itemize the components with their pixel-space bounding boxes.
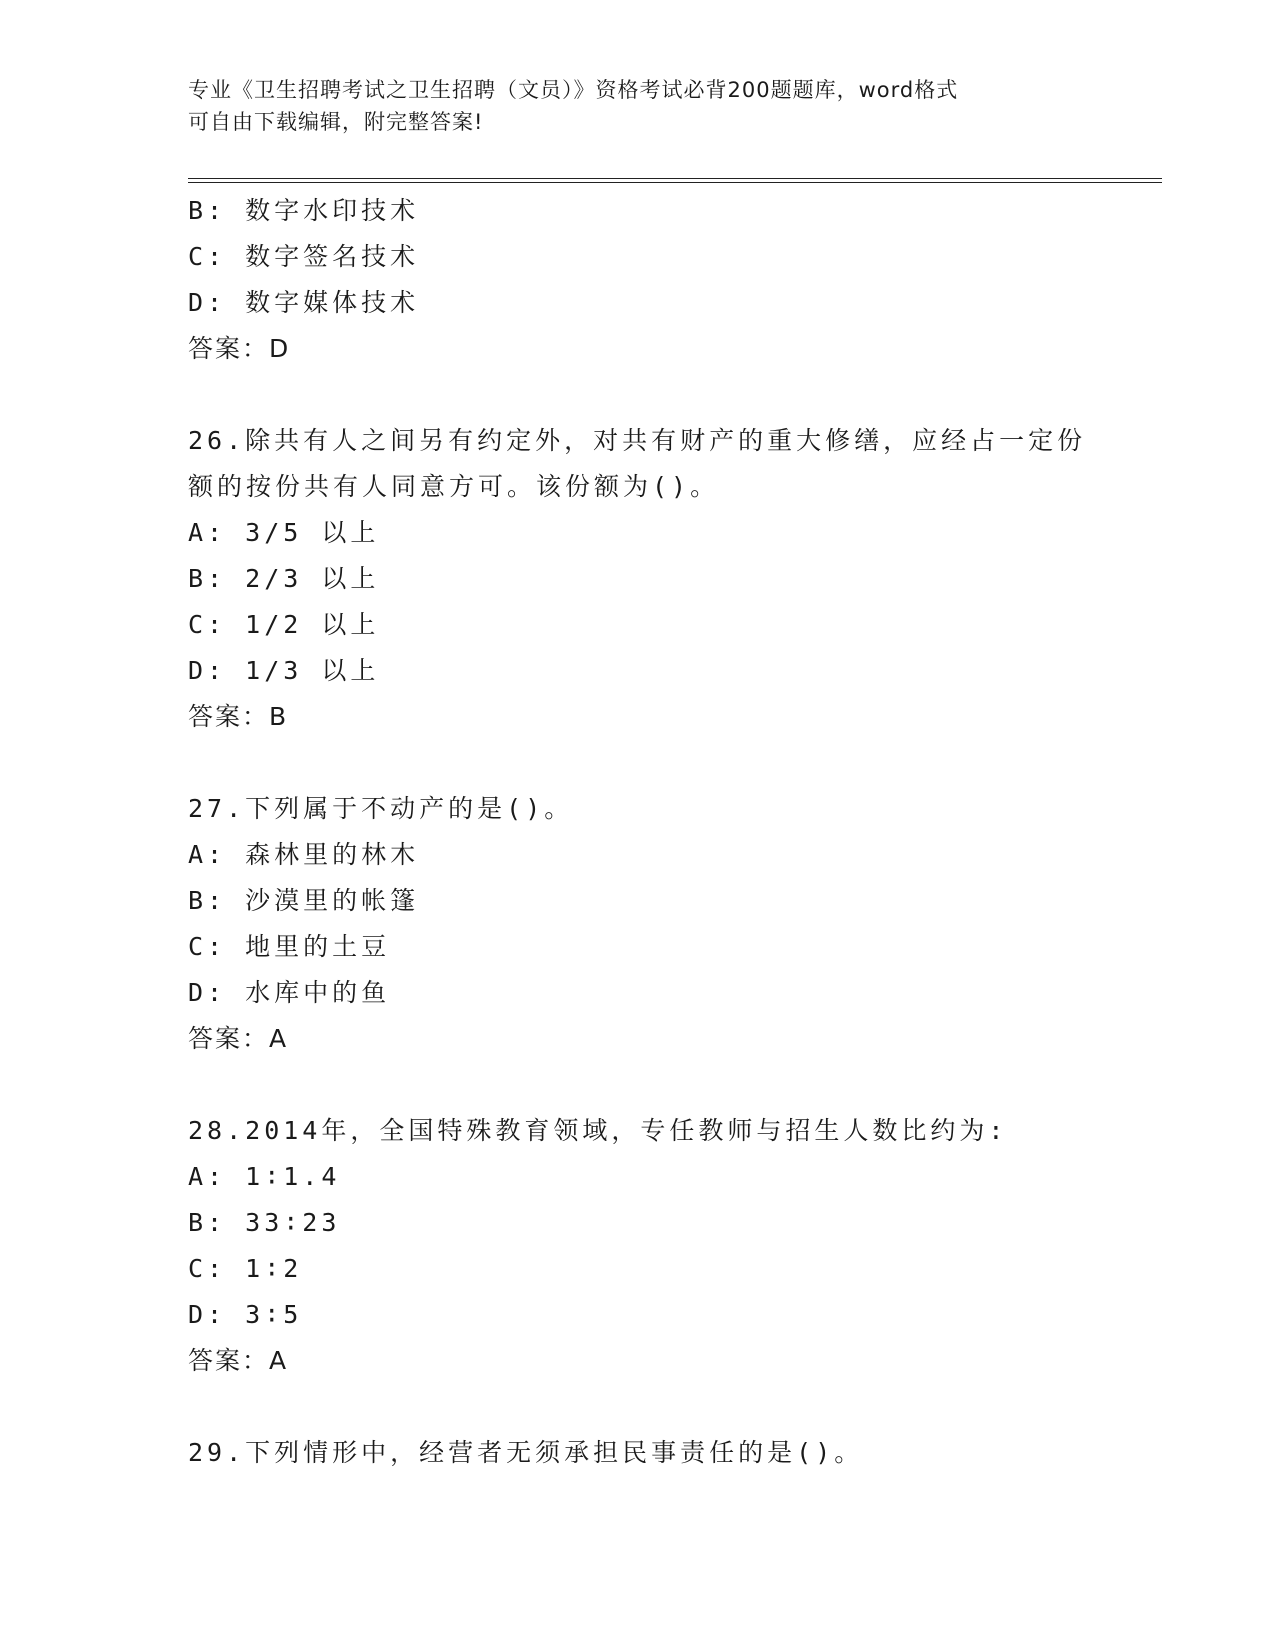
question-stem: 29.下列情形中，经营者无须承担民事责任的是()。: [188, 1438, 864, 1467]
document-header: [188, 74, 1088, 138]
option-c: C: 1/2 以上: [188, 610, 380, 639]
option-b: B: 33∶23: [188, 1208, 341, 1237]
option-d: D: 水库中的鱼: [188, 978, 391, 1007]
question-stem: 28.2014年，全国特殊教育领域，专任教师与招生人数比约为:: [188, 1116, 1008, 1145]
question-27: [188, 786, 1088, 1062]
header-title-line1: 专业《卫生招聘考试之卫生招聘（文员）》资格考试必背200题题库，word格式: [188, 78, 959, 102]
question-28: [188, 1108, 1088, 1384]
option-d: D: 3∶5: [188, 1300, 303, 1329]
header-title-line2: 可自由下载编辑，附完整答案!: [188, 110, 484, 134]
answer-label: 答案：A: [188, 1346, 289, 1375]
header-divider: [188, 178, 1162, 183]
option-a: A: 1∶1.4: [188, 1162, 341, 1191]
option-c: C: 数字签名技术: [188, 242, 420, 271]
question-26: [188, 418, 1088, 740]
option-c: C: 1∶2: [188, 1254, 303, 1283]
question-stem: 26.除共有人之间另有约定外，对共有财产的重大修缮，应经占一定份: [188, 426, 1087, 455]
question-stem: 27.下列属于不动产的是()。: [188, 794, 574, 823]
spacer: [188, 1062, 1088, 1108]
option-b: B: 沙漠里的帐篷: [188, 886, 420, 915]
question-29: [188, 1430, 1088, 1476]
question-25: [188, 188, 1088, 372]
option-b: B: 数字水印技术: [188, 196, 420, 225]
option-a: A: 森林里的林木: [188, 840, 420, 869]
option-b: B: 2/3 以上: [188, 564, 380, 593]
spacer: [188, 372, 1088, 418]
option-d: D: 数字媒体技术: [188, 288, 420, 317]
answer-label: 答案：B: [188, 702, 289, 731]
option-d: D: 1/3 以上: [188, 656, 380, 685]
option-c: C: 地里的土豆: [188, 932, 391, 961]
question-stem-continued: 额的按份共有人同意方可。该份额为()。: [188, 472, 720, 501]
answer-label: 答案：D: [188, 334, 291, 363]
spacer: [188, 740, 1088, 786]
option-a: A: 3/5 以上: [188, 518, 380, 547]
spacer: [188, 1384, 1088, 1430]
answer-label: 答案：A: [188, 1024, 289, 1053]
question-list: [188, 188, 1088, 1476]
